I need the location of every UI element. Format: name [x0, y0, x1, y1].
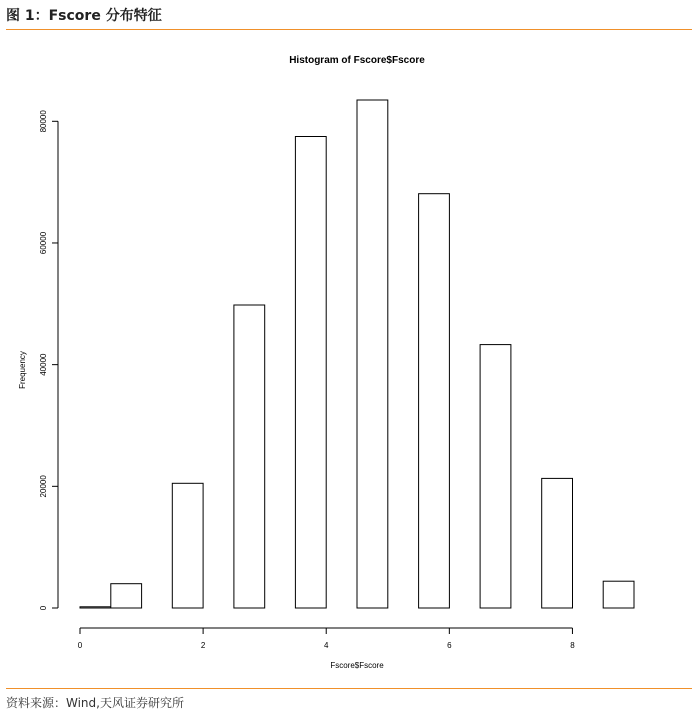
y-axis-label: Frequency — [18, 351, 27, 389]
figure-title: 图 1：Fscore 分布特征 — [6, 8, 162, 24]
histogram-bar — [172, 483, 203, 608]
x-tick-label: 2 — [200, 641, 206, 650]
footer-divider — [6, 688, 692, 689]
x-tick-label: 8 — [570, 641, 575, 650]
histogram-bar — [542, 478, 573, 608]
y-tick-label: 0 — [39, 605, 48, 611]
x-tick-label: 0 — [77, 641, 83, 650]
histogram-bar — [80, 607, 111, 608]
y-tick-label: 80000 — [39, 110, 48, 133]
x-axis-label: Fscore$Fscore — [330, 661, 384, 670]
histogram-bars — [80, 100, 634, 608]
histogram-bar — [480, 345, 511, 608]
chart-title: Histogram of Fscore$Fscore — [289, 55, 425, 66]
y-tick-label: 60000 — [39, 231, 48, 255]
y-tick-label: 40000 — [39, 353, 48, 376]
x-axis — [78, 628, 575, 650]
histogram-chart — [0, 30, 700, 680]
histogram-bar — [419, 194, 450, 608]
histogram-bar — [295, 137, 326, 609]
histogram-bar — [111, 584, 142, 608]
y-tick-label: 20000 — [39, 475, 48, 498]
x-tick-label: 4 — [323, 641, 329, 650]
histogram-bar — [234, 305, 265, 608]
figure-header — [0, 0, 700, 30]
y-axis — [39, 110, 58, 611]
histogram-bar — [357, 100, 388, 608]
x-tick-label: 6 — [447, 641, 452, 650]
histogram-bar — [603, 581, 634, 608]
source-note: 资料来源：Wind,天风证券研究所 — [6, 696, 184, 710]
